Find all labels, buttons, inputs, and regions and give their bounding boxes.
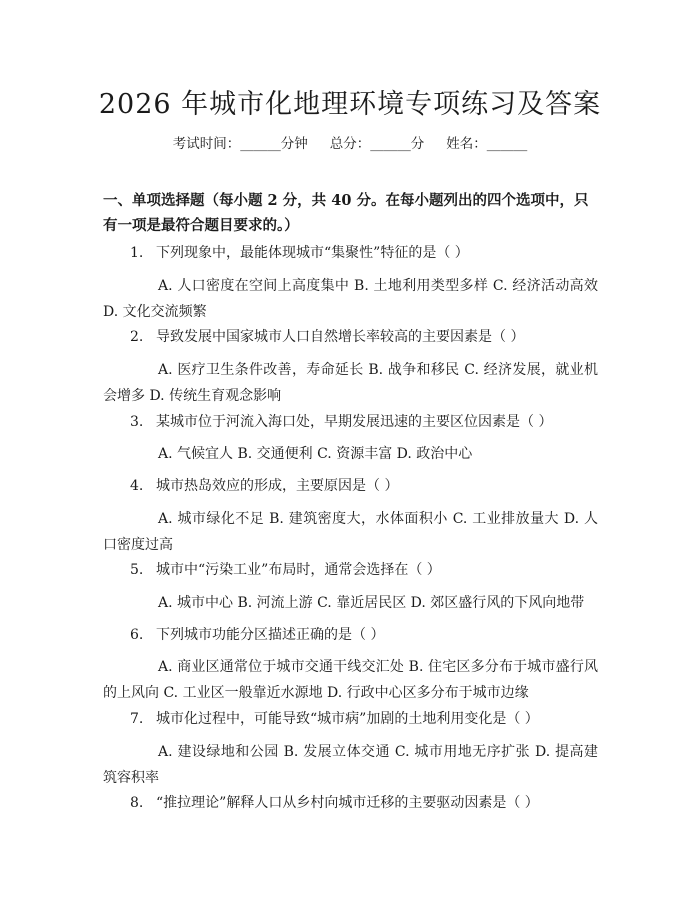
question-options: A. 气候宜人 B. 交通便利 C. 资源丰富 D. 政治中心	[158, 446, 473, 462]
question-number: 7.	[130, 711, 144, 727]
question-stem	[103, 473, 598, 499]
question-options: A. 商业区通常位于城市交通干线交汇处 B. 住宅区多分布于城市盛行风的上风向 C. 工业区一般靠近水源地 D. 行政中心区多分布于城市边缘	[103, 659, 598, 701]
question-number: 4.	[130, 478, 144, 494]
question-stem	[103, 790, 598, 816]
question-text: 某城市位于河流入海口处，早期发展迅速的主要区位因素是（ ）	[156, 414, 553, 430]
section-heading: 一、单项选择题（每小题 2 分，共 40 分。在每小题列出的四个选项中，只有一项是最符合题目要求的。）	[103, 192, 589, 234]
question-number: 2.	[130, 329, 144, 345]
total-score-field: 总分：______分	[329, 136, 425, 152]
student-name-field: 姓名：______	[446, 136, 528, 152]
question-stem	[103, 409, 598, 435]
page-title: 2026 年城市化地理环境专项练习及答案	[98, 89, 602, 120]
question-options: A. 人口密度在空间上高度集中 B. 土地利用类型多样 C. 经济活动高效 D. 文化交流频繁	[103, 278, 598, 320]
question-options: A. 医疗卫生条件改善，寿命延长 B. 战争和移民 C. 经济发展，就业机会增多 D. 传统生育观念影响	[103, 362, 598, 404]
exam-meta	[0, 132, 700, 152]
question-text: “推拉理论”解释人口从乡村向城市迁移的主要驱动因素是（ ）	[156, 795, 539, 811]
question-text: 城市热岛效应的形成，主要原因是（ ）	[156, 478, 399, 494]
question-text: 城市中“污染工业”布局时，通常会选择在（ ）	[156, 562, 441, 578]
question-stem	[103, 622, 598, 648]
question-number: 5.	[130, 562, 144, 578]
question-stem	[103, 324, 598, 350]
question-text: 导致发展中国家城市人口自然增长率较高的主要因素是（ ）	[156, 329, 525, 345]
question-text: 下列现象中，最能体现城市“集聚性”特征的是（ ）	[156, 245, 469, 261]
question-stem	[103, 240, 598, 266]
question-text: 下列城市功能分区描述正确的是（ ）	[156, 627, 385, 643]
question-options: A. 城市绿化不足 B. 建筑密度大，水体面积小 C. 工业排放量大 D. 人口密度过高	[103, 511, 598, 553]
question-options: A. 城市中心 B. 河流上游 C. 靠近居民区 D. 郊区盛行风的下风向地带	[158, 595, 585, 611]
question-number: 8.	[130, 795, 144, 811]
question-number: 1.	[130, 245, 144, 261]
question-text: 城市化过程中，可能导致“城市病”加剧的土地利用变化是（ ）	[156, 711, 539, 727]
exam-time-field: 考试时间：______分钟	[172, 136, 308, 152]
question-stem	[103, 557, 598, 583]
question-number: 3.	[130, 414, 144, 430]
question-options: A. 建设绿地和公园 B. 发展立体交通 C. 城市用地无序扩张 D. 提高建筑容积率	[103, 744, 598, 786]
question-stem	[103, 706, 598, 732]
question-number: 6.	[130, 627, 144, 643]
